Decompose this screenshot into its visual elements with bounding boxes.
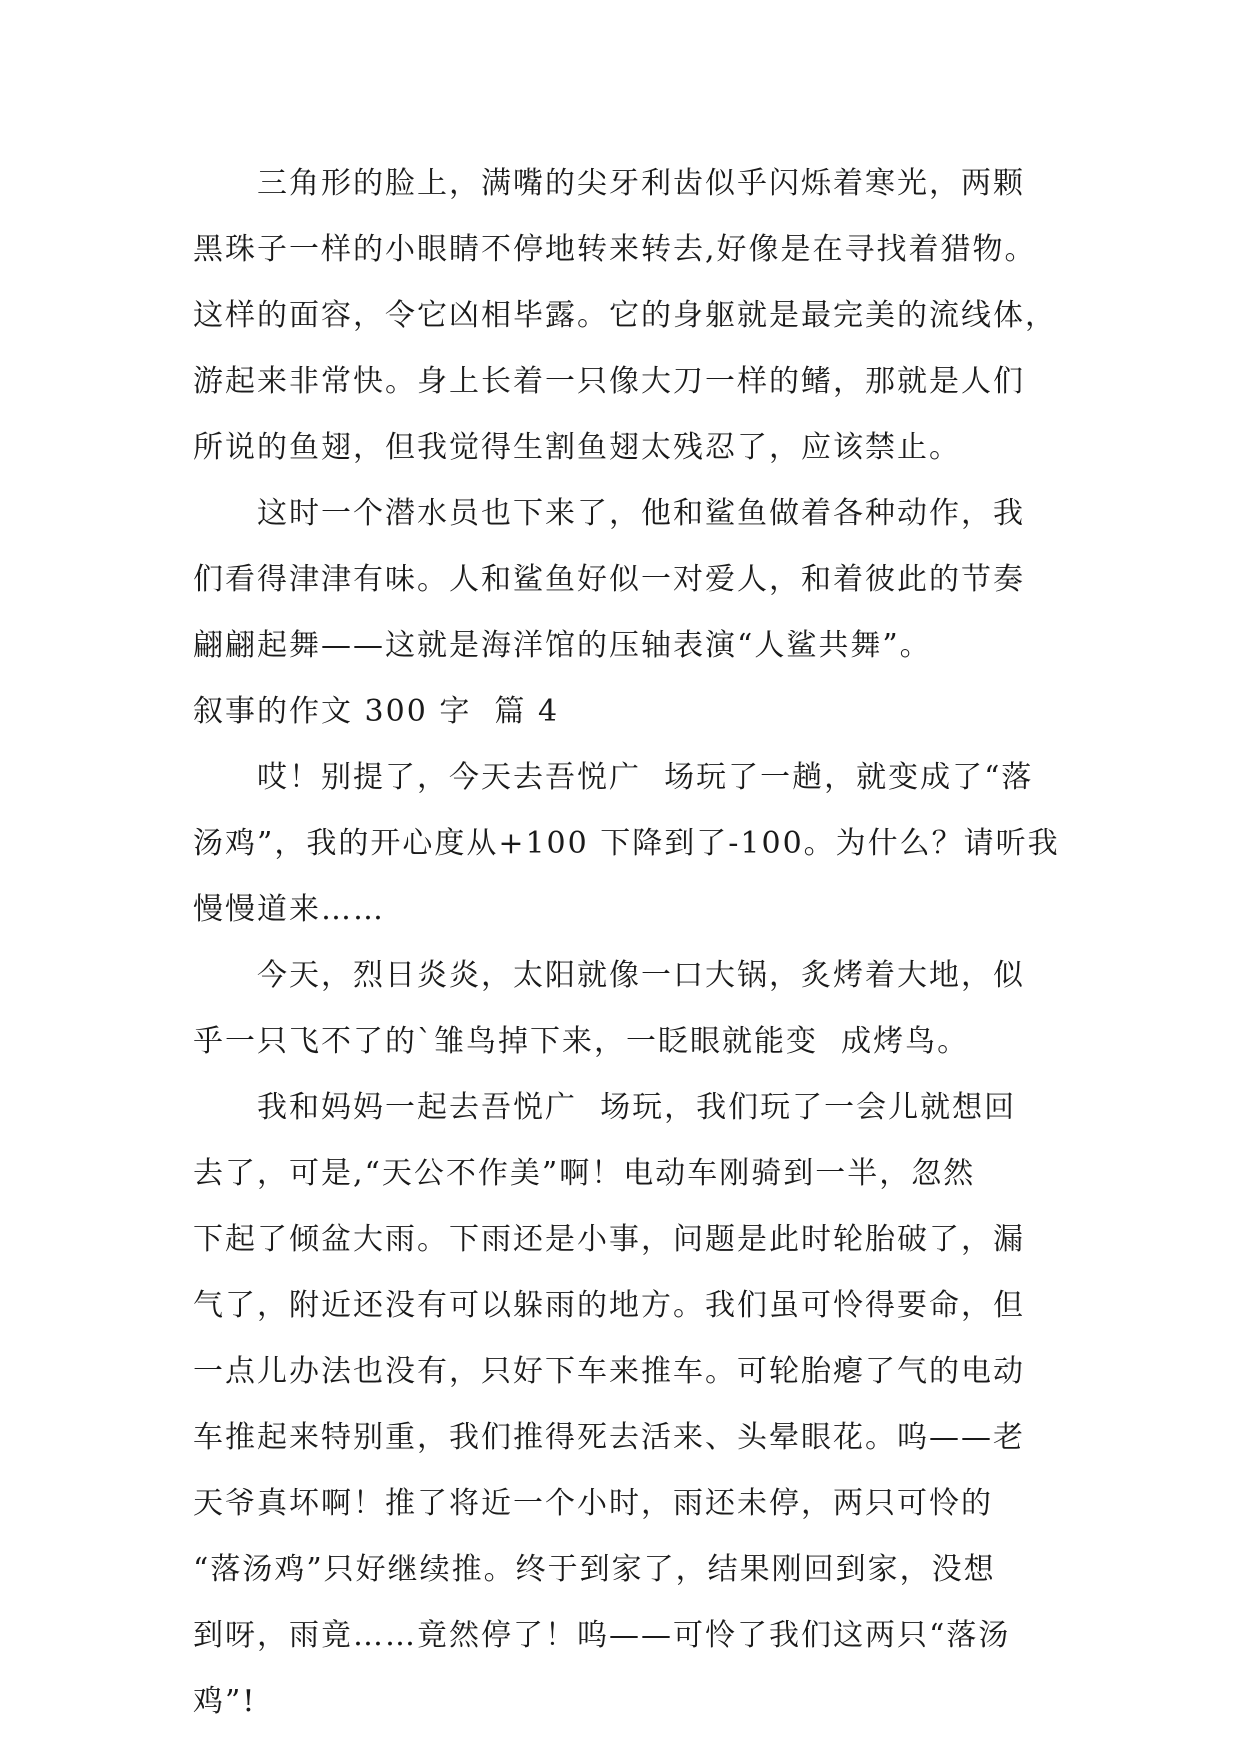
paragraph-line: 这样的面容，令它凶相毕露。它的身躯就是最完美的流线体， <box>193 298 1057 333</box>
paragraph-line: 我和妈妈一起去吾悦广 场玩，我们玩了一会儿就想回 <box>257 1090 1017 1125</box>
paragraph-line: 所说的鱼翅，但我觉得生割鱼翅太残忍了，应该禁止。 <box>193 430 961 465</box>
paragraph-line: 这时一个潜水员也下来了，他和鲨鱼做着各种动作，我 <box>257 496 1025 531</box>
paragraph-line: 一点儿办法也没有，只好下车来推车。可轮胎瘪了气的电动 <box>193 1354 1025 1389</box>
paragraph-line: 气了，附近还没有可以躲雨的地方。我们虽可怜得要命，但 <box>193 1288 1025 1323</box>
document-body <box>193 162 1073 1746</box>
paragraph-line: 乎一只飞不了的`雏鸟掉下来，一眨眼就能变 成烤鸟。 <box>193 1024 970 1059</box>
paragraph-line: 慢慢道来…… <box>193 892 385 927</box>
paragraph-line: 下起了倾盆大雨。下雨还是小事，问题是此时轮胎破了，漏 <box>193 1222 1025 1257</box>
paragraph-line: 去了，可是,“天公不作美”啊！电动车刚骑到一半，忽然 <box>193 1156 976 1191</box>
paragraph-line: 汤鸡”，我的开心度从+100 下降到了-100。为什么？请听我 <box>193 826 1060 861</box>
paragraph-line: “落汤鸡”只好继续推。终于到家了，结果刚回到家，没想 <box>193 1552 996 1587</box>
paragraph-line: 哎！别提了，今天去吾悦广 场玩了一趟，就变成了“落 <box>257 760 1034 795</box>
paragraph-line: 今天，烈日炎炎，太阳就像一口大锅，炙烤着大地，似 <box>257 958 1025 993</box>
paragraph-line: 三角形的脸上，满嘴的尖牙利齿似乎闪烁着寒光，两颗 <box>257 166 1025 201</box>
paragraph-line: 们看得津津有味。人和鲨鱼好似一对爱人，和着彼此的节奏 <box>193 562 1025 597</box>
paragraph-line: 车推起来特别重，我们推得死去活来、头晕眼花。呜——老 <box>193 1420 1025 1455</box>
paragraph-line: 黑珠子一样的小眼睛不停地转来转去,好像是在寻找着猎物。 <box>193 232 1037 267</box>
paragraph-line: 天爷真坏啊！推了将近一个小时，雨还未停，两只可怜的 <box>193 1486 993 1521</box>
paragraph-line: 到呀，雨竟……竟然停了！呜——可怜了我们这两只“落汤 <box>193 1618 1011 1653</box>
paragraph-line: 游起来非常快。身上长着一只像大刀一样的鳍，那就是人们 <box>193 364 1025 399</box>
paragraph-line: 鸡”! <box>193 1684 257 1719</box>
paragraph-line: 翩翩起舞——这就是海洋馆的压轴表演“人鲨共舞”。 <box>193 628 932 663</box>
section-heading: 叙事的作文 300 字 篇 4 <box>193 694 560 729</box>
